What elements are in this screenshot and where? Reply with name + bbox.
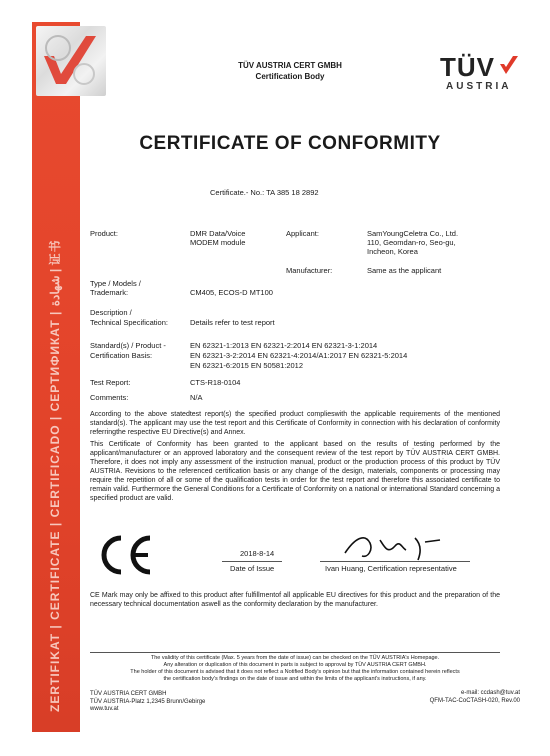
footer-line-1: The validity of this certificate (Max. 5 years from the date of issue) can be checked on the TÜV AUSTRIA's Homepage.	[150, 655, 440, 661]
signer-name: Ivan Huang, Certification representative	[325, 564, 457, 573]
date-underline	[222, 561, 282, 562]
signature-line	[320, 561, 470, 562]
hologram-seal	[36, 26, 106, 96]
footer-email: e-mail: ccdash@tuv.at	[460, 690, 520, 696]
type-value: CM405, ECOS-D MT100	[190, 288, 273, 297]
issuer-header	[220, 60, 360, 82]
applicant-line3: Incheon, Korea	[367, 247, 418, 256]
signature	[340, 528, 460, 568]
issue-date: 2018-8-14	[240, 549, 275, 558]
tuv-logo	[440, 52, 520, 98]
issuer-role: Certification Body	[255, 72, 325, 81]
report-value: CTS-R18-0104	[190, 378, 241, 387]
paragraph-statement: According to the above statedtest report(s) the specified product complieswith the applicable requirements of the mentioned standard(s). The applicant may use the test report and this Certificate of Conformity in connection with his declaration of conformity referringthe respective EU Directive(s) and Annex.	[90, 411, 500, 436]
logo-wordmark: TÜV	[440, 52, 495, 82]
report-label: Test Report:	[90, 378, 131, 387]
footer-street: TÜV AUSTRIA-Platz 1,2345 Brunn/Gebirge	[90, 698, 206, 705]
std-label-1: Standard(s) / Product -	[90, 341, 166, 350]
comments-value: N/A	[190, 393, 203, 402]
paragraph-conditions: This Certificate of Conformity has been granted to the applicant based on the results of testing performed by the applicant/manufacturer or an approved laboratory and the consequent review of the test report by TÜV AUSTRIA CERT GMBH. Therefore, it does not imply any assessment of the instruction manual, product or the production process of this product by TÜV AUSTRIA. Revisions to the referenced certification basis or any change of the design, materials, components or processing may require the repetition of all or some of the qualification tests in order for the test report and therefore this associated certificate to remain valid. Furthermore the General Conditions for a Certificate of Conformity on a national or international Standard concerning a specified product are valid.	[90, 441, 500, 502]
type-label-1: Type / Models /	[90, 279, 141, 288]
footer-line-2: Any alteration or duplication of this document in parts is subject to approval by TÜV AUSTRIA CERT GMBH.	[163, 662, 427, 668]
type-label-2: Trademark:	[90, 288, 129, 297]
issuer-name: TÜV AUSTRIA CERT GMBH	[238, 61, 342, 70]
footer-address	[90, 691, 205, 714]
footer-notice	[90, 652, 500, 683]
std-label-2: Certification Basis:	[90, 351, 153, 360]
certificate-number: Certificate.- No.: TA 385 18 2892	[210, 188, 319, 197]
std-line-1: EN 62321-1:2013 EN 62321-2:2014 EN 62321-3-1:2014	[190, 341, 378, 350]
product-line2: MODEM module	[190, 238, 246, 247]
side-stripe: ZERTIFIKAT | CERTIFICATE | CERTIFICADO | СЕРТИФИКАТ | شهادة | 证书	[32, 22, 80, 732]
paragraph-ce-mark: CE Mark may only be affixed to this product after fulfillmentof all applicable EU directives for this product and the preparation of the necessary technical documentation aswell as the conformity declaration by the manufacturer.	[90, 592, 500, 608]
footer-website: www.tuv.at	[90, 706, 119, 712]
applicant-label: Applicant:	[286, 229, 319, 238]
footer-line-3: The holder of this document is advised that it does not reflect a Notified Body's opinion but that the information contained herein reflects	[130, 669, 460, 675]
manufacturer-label: Manufacturer:	[286, 266, 333, 275]
document-title: CERTIFICATE OF CONFORMITY	[139, 133, 441, 154]
checkmark-icon	[498, 54, 520, 76]
logo-subtitle: AUSTRIA	[446, 81, 512, 92]
applicant-line2: 110, Geomdan-ro, Seo-gu,	[367, 238, 456, 247]
desc-label-1: Description /	[90, 308, 132, 317]
footer-code: QFM-TAC-CoCTASH-020, Rev.00	[429, 697, 520, 704]
product-line1: DMR Data/Voice	[190, 229, 246, 238]
issue-date-label: Date of Issue	[230, 564, 275, 573]
manufacturer-value: Same as the applicant	[367, 266, 442, 275]
footer-contact	[420, 690, 520, 705]
footer-company: TÜV AUSTRIA CERT GMBH	[90, 691, 167, 697]
ce-mark	[95, 532, 155, 578]
footer-line-4: the certification body's findings on the date of issue and within the limits of the applicant's instructions, if any.	[163, 676, 427, 682]
desc-value: Details refer to test report	[190, 318, 275, 327]
comments-label: Comments:	[90, 393, 129, 402]
applicant-line1: SamYoungCeletra Co., Ltd.	[367, 229, 459, 238]
std-line-3: EN 62321-6:2015 EN 50581:2012	[190, 361, 304, 370]
desc-label-2: Technical Specification:	[90, 318, 168, 327]
product-label: Product:	[90, 229, 118, 238]
std-line-2: EN 62321-3-2:2014 EN 62321-4:2014/A1:2017 EN 62321-5:2014	[190, 351, 408, 360]
